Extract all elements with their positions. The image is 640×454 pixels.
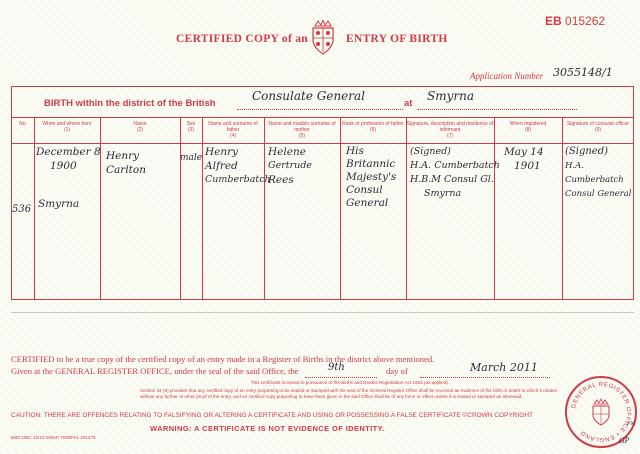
application-number-label: Application Number <box>470 71 544 81</box>
entry-mother: Helene Gertrude Rees <box>268 146 312 186</box>
entry-informant: (Signed) H.A. Cumberbatch H.B.M Consul Gl. Smyrna <box>410 146 500 199</box>
column-header-officer: Signature of consular officer (9) <box>566 121 630 133</box>
register-entry-table <box>11 86 634 300</box>
district-name: Consulate General <box>252 89 365 103</box>
caution-notice: CAUTION: THERE ARE OFFENCES RELATING TO FALSIFYING OR ALTERING A CERTIFICATE AND USING OR POSSESSING A FALSE CERTIFICATE ©CROWN COPYRIGHT <box>11 412 533 419</box>
entry-father-rank: His Britannic Majesty's Consul General <box>346 145 397 209</box>
certified-statement: CERTIFIED to be a true copy of the certified copy of an entry made in a Register of Births in the district above mentioned. <box>11 354 435 364</box>
day-of-label: day of <box>386 366 408 376</box>
entry-number: 536 <box>12 204 32 215</box>
warning-notice: WARNING: A CERTIFICATE IS NOT EVIDENCE OF IDENTITY. <box>150 424 385 433</box>
entry-registered: May 14 1901 <box>504 146 544 172</box>
entry-father: Henry Alfred Cumberbatch <box>205 146 271 185</box>
serial-prefix: EB <box>545 14 562 28</box>
registrar-initials: GP <box>619 437 630 445</box>
district-place: Smyrna <box>427 89 474 103</box>
district-row <box>12 87 633 118</box>
issue-month-year: March 2011 <box>470 361 538 374</box>
column-header-mother: Name and maiden surname of mother (5) <box>268 121 336 139</box>
district-label: BIRTH within the district of the British <box>44 98 216 109</box>
column-header-father: Name and surname of father (4) <box>208 121 258 139</box>
entry-sex: male <box>180 153 202 163</box>
serial-number <box>545 14 605 28</box>
given-at-statement: Given at the GENERAL REGISTER OFFICE, under the seal of the said Office, the <box>11 366 299 376</box>
column-header-sex: Sex (3) <box>186 121 196 133</box>
column-header-registered: When registered (8) <box>509 121 547 133</box>
certificate-title-right: ENTRY OF BIRTH <box>346 33 448 45</box>
entry-where-born: Smyrna <box>38 198 80 210</box>
corner-note: FM <box>627 421 636 427</box>
column-header-name: Name (2) <box>133 121 147 133</box>
entry-officer: (Signed) H.A. Cumberbatch Consul General <box>565 146 632 199</box>
district-at-label: at <box>404 98 413 109</box>
column-headers <box>12 117 633 144</box>
royal-crest-icon <box>308 20 338 56</box>
certificate-title-left: CERTIFIED COPY of an <box>176 33 308 45</box>
column-header-when-born: When and where born (1) <box>42 121 92 133</box>
column-header-informant: Signature, description and residence of informant (7) <box>406 121 494 139</box>
issuance-note: This certificate is issued in pursuance of the Births and Deaths Registration Act 1953 (as applied). <box>250 380 450 385</box>
issue-day: 9th <box>328 362 345 373</box>
serial-digits: 015262 <box>565 14 606 28</box>
seal-text: GENERAL REGISTER OFFICE • ENGLAND <box>571 381 632 443</box>
print-code: EBO DBC 12/10 SWAP 7008PSL 301475 <box>11 435 96 440</box>
entry-when-born: December 8 1900 <box>36 146 101 172</box>
section-34-note: Section 34 (6) provides that any certified copy of an entry purporting to be sealed or stamped with the seal of the General Register Office shall be received as evidence of the birth or death to which it relates without any further or other proof of the entry, and no certified copy purporting to have been given in the said Office shall be of any force or effect unless it is sealed or stamped as aforesaid. <box>140 388 557 399</box>
column-header-no: No. <box>19 121 27 127</box>
column-header-rank: Rank or profession of father (6) <box>342 121 404 133</box>
application-number-value: 3055148/1 <box>553 66 613 79</box>
entry-child-name: Henry Carlton <box>106 150 146 176</box>
